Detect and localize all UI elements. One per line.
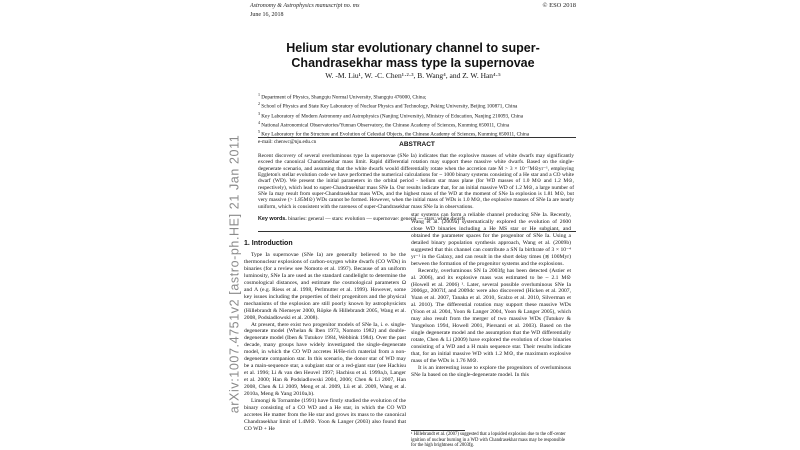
paragraph: It is an interesting issue to explore the progenitors of overluminous SNe Ia based on the single-degenerate model. In this xyxy=(411,364,571,378)
affiliation: $^3$ Key Laboratory of Modern Astronomy and Astrophysics (Nanjing University), Ministry of Education, Nanjing 210093, China xyxy=(258,110,524,120)
section-heading: 1. Introduction xyxy=(244,240,293,247)
abstract-text: Recent discovery of several overluminous type Ia supernovae (SNe Ia) indicates that the explosive masses of white dwarfs may significantly exceed the canonical Chandrasekhar mass limit. Rapid differential rotation may support these massive white dwarfs. Based on the single-degenerate scenario, and assuming that the white dwarfs would differentially rotate when the accretion rate Ṁ > 3 × 10⁻⁷M⊙yr⁻¹, employing Eggleton's stellar evolution code we have performed the numerical calculations for ~ 1000 binary systems consisting of a He star and a CO white dwarf (WD). We present the initial parameters in the orbital period - helium star mass plane (for WD masses of 1.0 M⊙ and 1.2 M⊙, respectively), which lead to super-Chandrasekhar mass SNe Ia. Our results indicate that, for an initial massive WD of 1.2 M⊙, a large number of SNe Ia may result from super-Chandrasekhar mass WDs, and the highest mass of the WD at the moment of SNe Ia explosion is 1.81 M⊙, but very massive (> 1.85M⊙) WDs cannot be formed. However, when the initial mass of WDs is 1.0 M⊙, the explosive masses of SNe Ia are nearly uniform, which is consistent with the rareness of super-Chandrasekhar mass SNe Ia in observations. xyxy=(258,153,574,210)
affiliation: $^1$ Department of Physics, Shangqiu Normal University, Shangqiu 476000, China; xyxy=(258,92,427,101)
running-header xyxy=(250,2,359,20)
paragraph: star systems can form a reliable channel producing SNe Ia. Recently, Wang et al. (2009a) systematically explored the evolution of 2600 close WD binaries including a He MS star or He subgiant, and obtained the parameter spaces for the progenitor of SNe Ia. Using a detailed binary population synthesis approach, Wang et al. (2009b) suggested that this channel can contribute a SN Ia birthrate of 3 × 10⁻⁴ yr⁻¹ in the Galaxy, and can result in the short delay times (≲ 100Myr) between the formation of the progenitor systems and the explosions. xyxy=(411,212,571,267)
manuscript-date: June 16, 2018 xyxy=(250,12,284,18)
paragraph: Limongi & Tornambe (1991) have firstly studied the evolution of the binary consisting of a CO WD and a He star, in which the CO WD accretes He matter from the He star and grows its mass to the canonical Chandrasekhar limit of 1.4M⊙. Yoon & Langer (2003) also found that CO WD + He xyxy=(244,398,406,432)
column-left xyxy=(244,252,406,433)
affiliation: $^5$ Key Laboratory for the Structure and Evolution of Celestial Objects, the Chinese Academy of Sciences, Kunming 650011, China xyxy=(258,129,530,139)
paragraph: Recently, overluminous SN Ia 2003fg has been detected (Astier et al. 2006), and its explosive mass was estimated to be ~ 2.1 M⊙ (Howell et al. 2006) ¹. Later, several possible overluminous SNe Ia 2006gz, 2007if, and 2009dc were also discovered (Hicken et al. 2007, Yuan et al. 2007, Tanaka et al. 2010, Scalzo et al. 2010, Silverman et al. 2010). The differential rotation may support these massive WDs (Yoon et al. 2004, Yoon & Langer 2004, Yoon & Langer 2005), which may also result from the merger of two massive WDs (Tutukov & Yungelson 1994, Howell 2001, Piersanti et al. 2003). Based on the single degenerate model and the assumption that the WD differentially rotate, Chen & Li (2009) have explored the evolution of close binaries consisting of a WD and a H main sequence star. Their results indicate that, for an initial massive WD with 1.2 M⊙, the maximum explosive mass of the WDs is 1.76 M⊙. xyxy=(411,267,571,365)
paragraph: Type Ia supernovae (SNe Ia) are generally believed to be the thermonuclear explosions of carbon-oxygen white dwarfs (CO WDs) in binaries (for a review see Nomoto et al. 1997). Because of an uniform luminosity, SNe Ia are used as the standard candlelight to determine the cosmological distances, and estimate the cosmological parameters Ω and Λ (e.g. Riess et al. 1998, Perlmutter et al. 1999). However, some key issues including the properties of their progenitors and the physical mechanisms of the explosion are still poorly known by astrophysicists (Hillebrandt & Niemeyer 2000, Röpke & Hillebrandt 2005, Wang et al. 2008, Podsiadlowski et al. 2008). xyxy=(244,252,406,321)
author-list: W. -M. Liu¹, W. -C. Chen¹·²·³, B. Wang⁴, and Z. W. Han⁴·⁵ xyxy=(325,71,501,80)
email: e-mail: chenwc@nju.edu.cn xyxy=(258,138,317,145)
arxiv-stamp xyxy=(222,124,246,424)
column-right xyxy=(411,212,571,379)
paragraph: At present, there exist two progenitor models of SNe Ia, i. e. single-degenerate model (Whelan & Iben 1973, Nomoto 1982) and double-degenerate model (Iben & Tutukov 1984, Webbink 1984). Over the past decade, many groups have widely investigated the single-degenerate model, in which the CO WD accretes H/He-rich material from a non-degenerate companion star. In this scenario, the donor star of WD may be a main-sequence star, a subgiant star or a red-giant star (see Hachisu et al. 1996; Li & van den Heuvel 1997; Hachisu et al. 1999a,b, Langer et al. 2000; Han & Podsiadlowski 2004, 2006; Chen & Li 2007, Han 2008, Chen & Li 2009, Meng et al. 2009, Lü et al. 2009, Wang et al. 2010a, Meng & Yang 2010a,b). xyxy=(244,321,406,398)
footnote-rule xyxy=(411,430,465,431)
keywords-text: binaries: general — stars: evolution — supernovae: general — stars: white dwarfs xyxy=(288,216,466,222)
journal-line: Astronomy & Astrophysics manuscript no. ms xyxy=(250,3,360,9)
arxiv-id: arXiv:1007.4751v2 [astro-ph.HE] 21 Jan 2011 xyxy=(227,134,242,414)
divider xyxy=(258,137,576,138)
footnote: ¹ Hillebrandt et al. (2007) suggested that a lopsided explosion due to the off-center ignition of nuclear burning in a WD with Chandrasekhar mass may be responsible for the high brightness of 2003fg. xyxy=(411,432,566,449)
affiliation: $^2$ School of Physics and State Key Laboratory of Nuclear Physics and Technology, Peking University, Beijing 100871, China xyxy=(258,101,518,111)
paper-title: Helium star evolutionary channel to super-Chandrasekhar mass type Ia supernovae xyxy=(286,41,540,70)
keywords-label: Key words. xyxy=(258,216,287,222)
abstract-heading: ABSTRACT xyxy=(399,141,435,148)
copyright: © ESO 2018 xyxy=(542,2,576,9)
affiliation: $^4$ National Astronomical Observatories/Yunnan Observatory, the Chinese Academy of Sciences, Kunming 650011, China xyxy=(258,119,510,129)
